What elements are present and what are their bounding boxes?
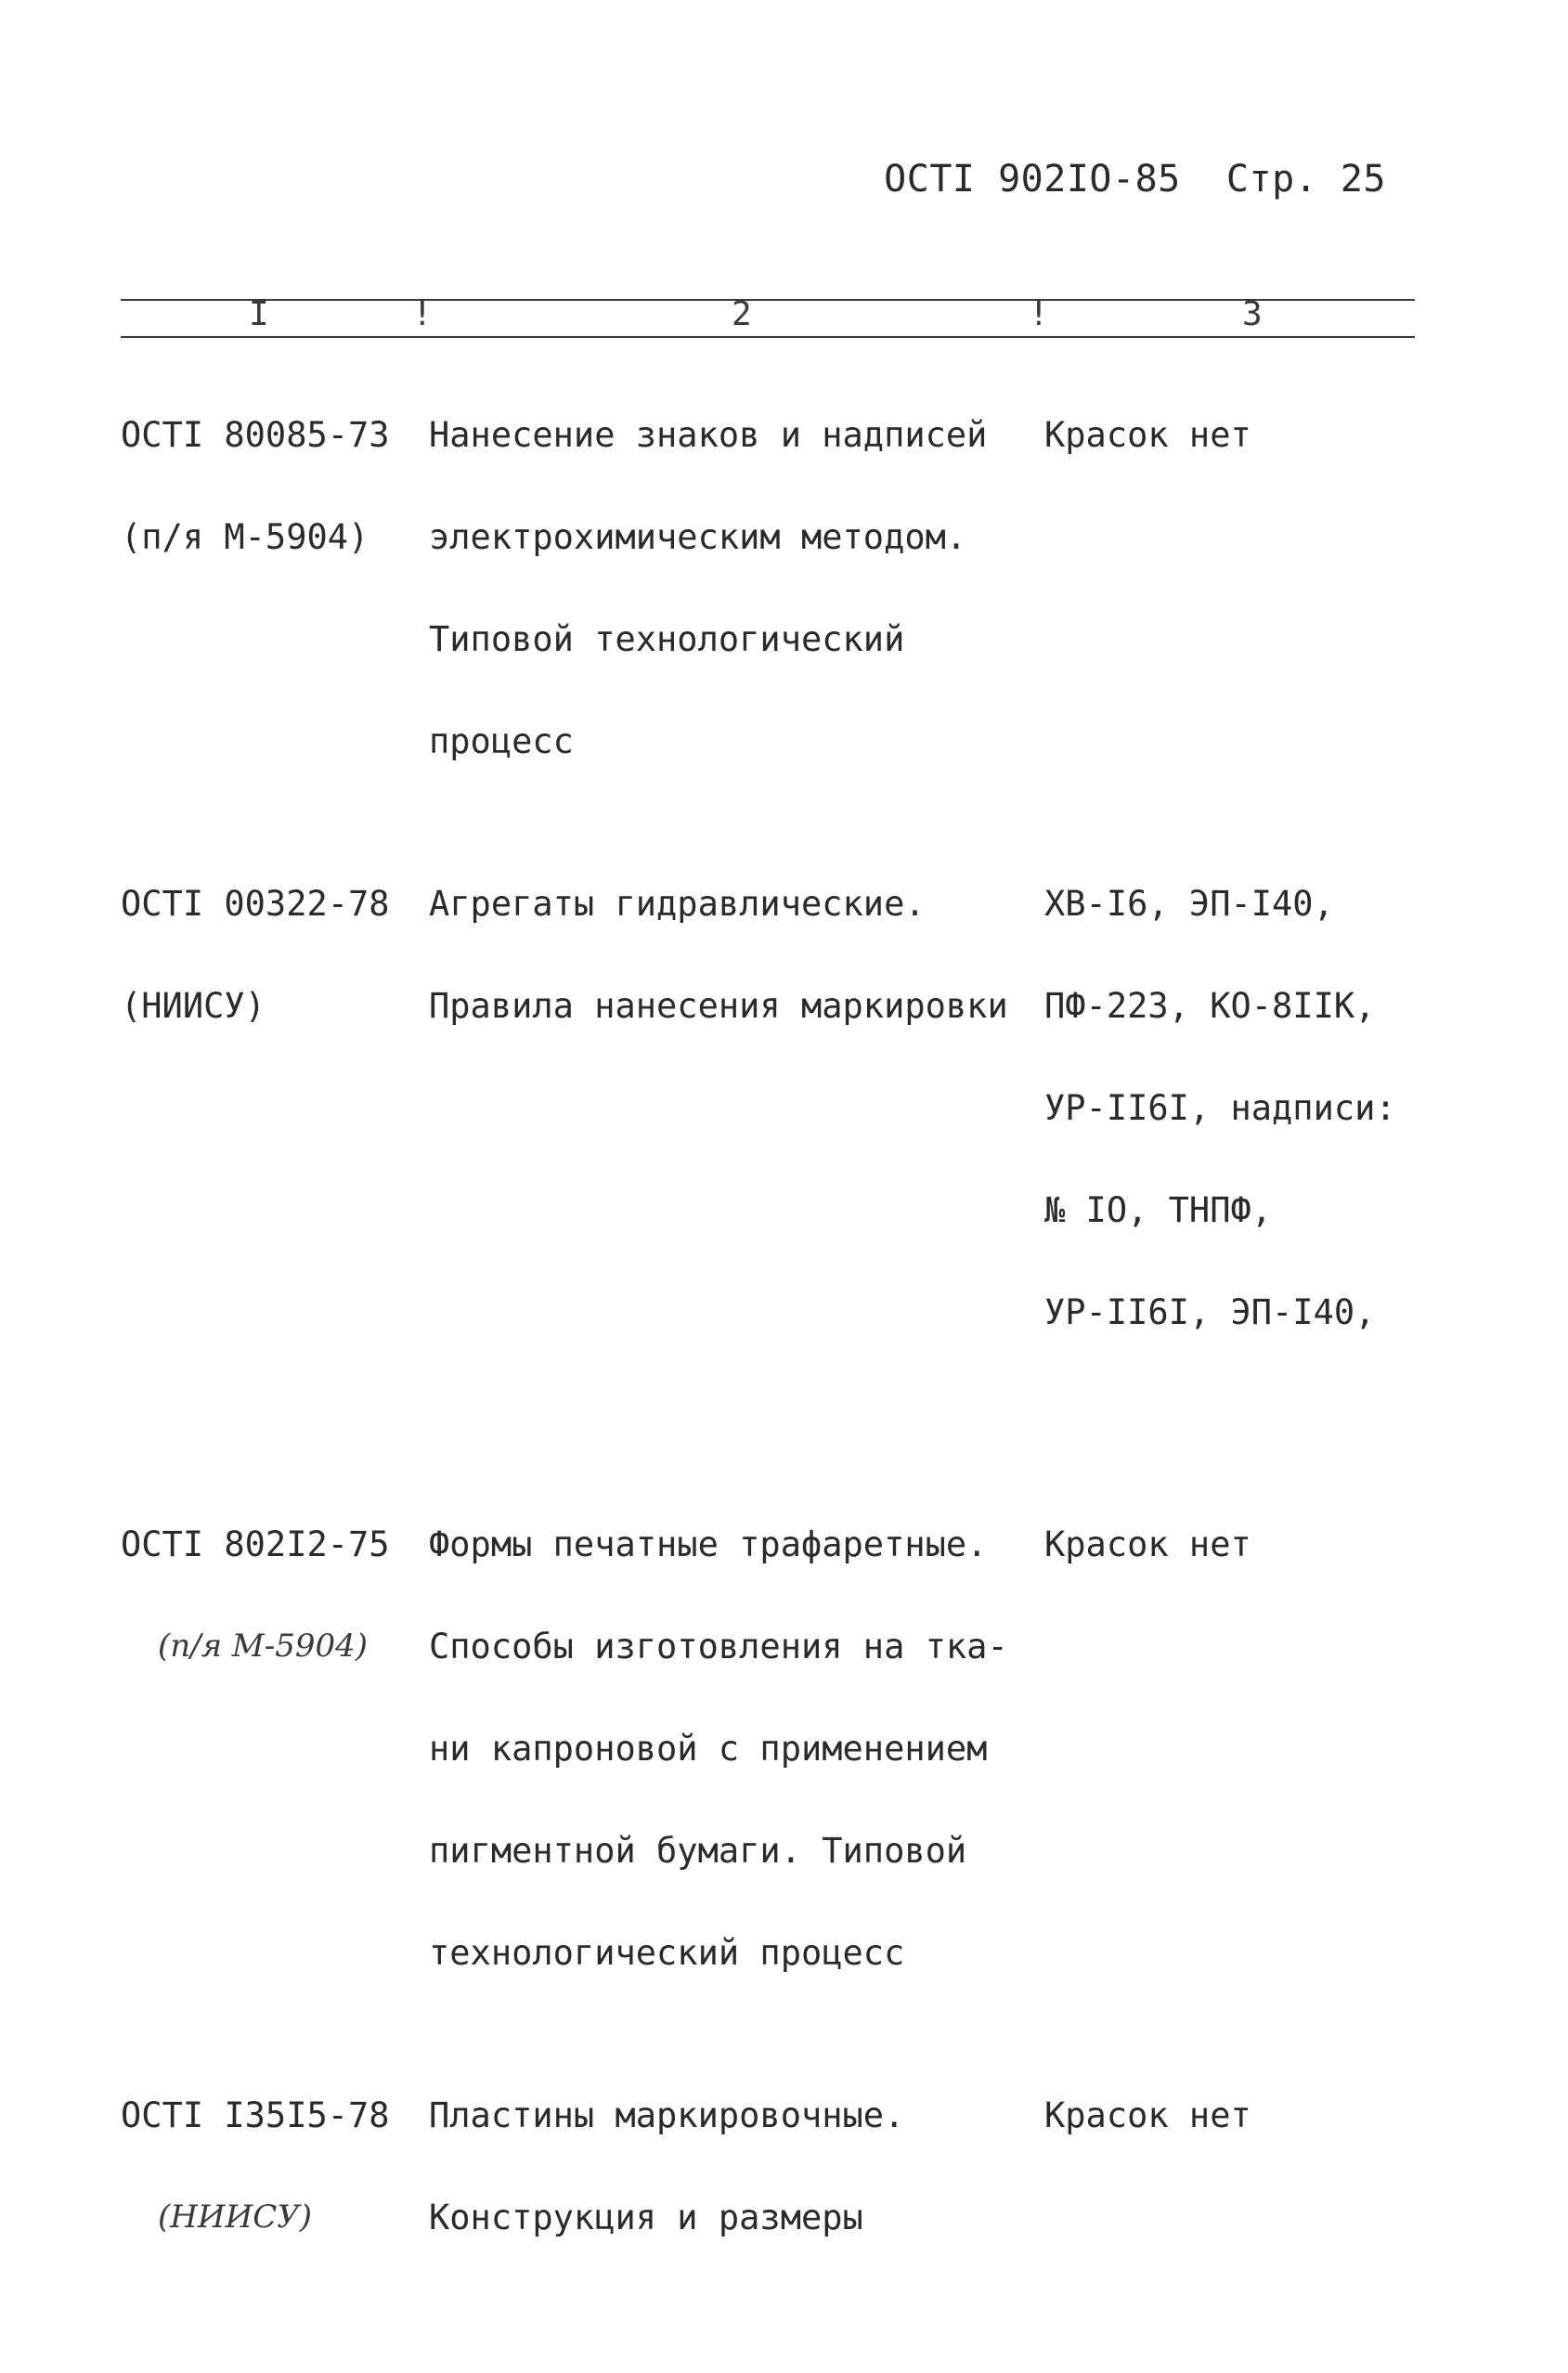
- title-line: Нанесение знаков и надписей: [429, 415, 988, 455]
- paints-cell: [1044, 827, 1415, 1389]
- paints-line: Красок нет: [1044, 2095, 1251, 2135]
- page-header: [884, 158, 1386, 201]
- title-line: Типовой технологический: [429, 619, 905, 659]
- title-line: технологический процесс: [429, 1933, 905, 1973]
- paints-line: УР-II6I, ЭП-I40,: [1044, 1292, 1376, 1332]
- title-line: Формы печатные трафаретные.: [429, 1524, 988, 1564]
- title-line: Конструкция и размеры: [429, 2198, 863, 2237]
- table-header-rule: [121, 336, 1415, 338]
- organization: (п/я М-5904): [121, 517, 369, 557]
- handwritten-organization: (НИИСУ): [158, 2198, 313, 2236]
- title-line: процесс: [429, 721, 574, 761]
- standard-cell: [121, 358, 429, 818]
- title-line: Агрегаты гидравлические.: [429, 884, 926, 924]
- title-cell: [429, 358, 1044, 818]
- paints-cell: [1044, 358, 1415, 818]
- standard-code: ОСТI 80085-73: [121, 415, 390, 455]
- paints-line: № IO, ТНПФ,: [1044, 1190, 1273, 1230]
- table-row: [121, 827, 1415, 1389]
- title-cell: [429, 2039, 1044, 2294]
- paints-line: Красок нет: [1044, 415, 1251, 455]
- title-line: электрохимическим методом.: [429, 517, 967, 557]
- table-body: [121, 358, 1415, 2294]
- column-number-2: 2: [732, 295, 752, 333]
- column-separator: !: [412, 295, 433, 333]
- title-line: Правила нанесения маркировки: [429, 986, 1008, 1026]
- page-number: Стр. 25: [1225, 158, 1386, 201]
- paints-line: Красок нет: [1044, 1524, 1251, 1564]
- title-line: Способы изготовления на тка-: [429, 1627, 1008, 1666]
- column-separator: !: [1029, 295, 1049, 333]
- paints-cell: [1044, 1468, 1415, 2029]
- column-number-3: 3: [1242, 295, 1263, 333]
- column-number-1: I: [249, 295, 269, 333]
- column-number-row: [121, 295, 1415, 336]
- standard-cell: [121, 1468, 429, 2029]
- organization: (НИИСУ): [121, 986, 266, 1026]
- document-code: ОСТI 902IO-85: [884, 158, 1181, 201]
- paints-line: ХВ-I6, ЭП-I40,: [1044, 884, 1334, 924]
- standard-cell: [121, 2039, 429, 2294]
- standard-cell: [121, 827, 429, 1389]
- handwritten-organization: (п/я М-5904): [158, 1627, 369, 1665]
- title-line: ни капроновой с применением: [429, 1729, 988, 1769]
- paints-line: УР-II6I, надписи:: [1044, 1088, 1396, 1128]
- paints-line: ПФ-223, КО-8IIК,: [1044, 986, 1376, 1026]
- paints-cell: [1044, 2039, 1415, 2294]
- title-line: Пластины маркировочные.: [429, 2095, 905, 2135]
- standard-code: ОСТI I35I5-78: [121, 2095, 390, 2135]
- table-row: [121, 2039, 1415, 2294]
- table-row: [121, 1468, 1415, 2029]
- table-row: [121, 358, 1415, 818]
- title-line: пигментной бумаги. Типовой: [429, 1831, 967, 1871]
- standard-code: ОСТI 802I2-75: [121, 1524, 390, 1564]
- standard-code: ОСТI 00322-78: [121, 884, 390, 924]
- title-cell: [429, 1468, 1044, 2029]
- title-cell: [429, 827, 1044, 1389]
